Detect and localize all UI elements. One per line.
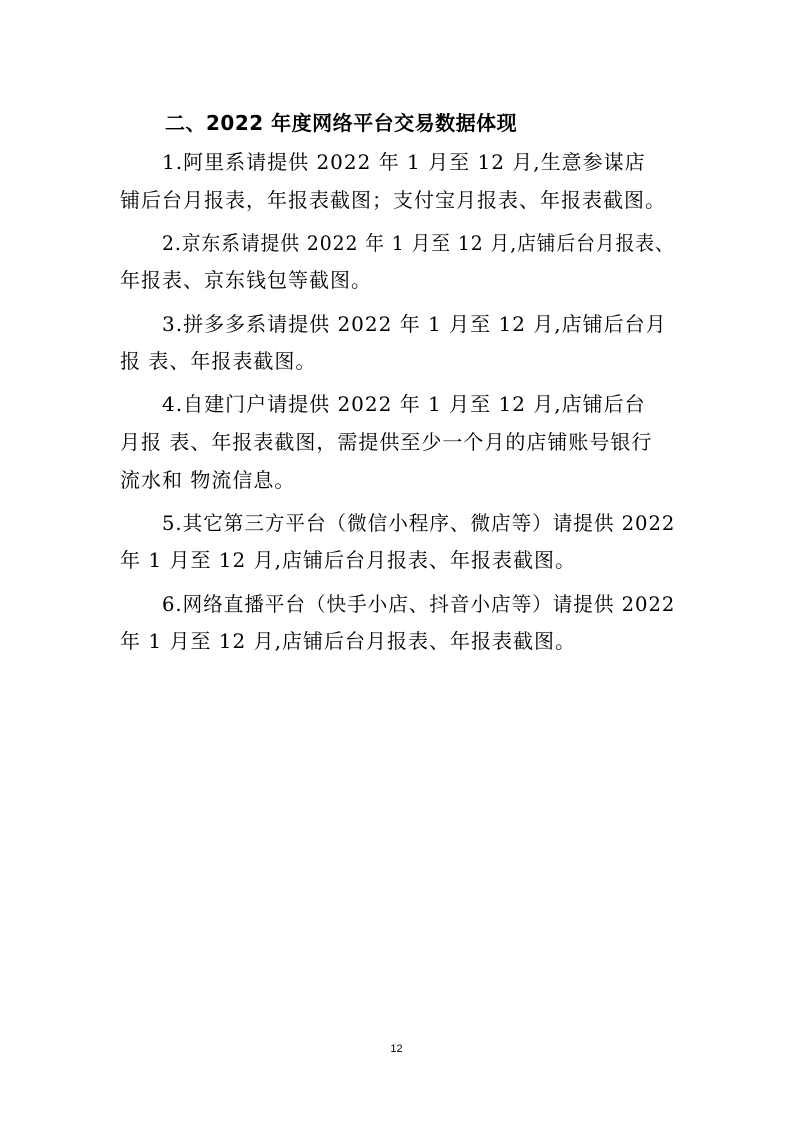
section-heading: 二、2022 年度网络平台交易数据体现 <box>165 111 518 135</box>
item-1-line-2: 铺后台月报表，年报表截图；支付宝月报表、年报表截图。 <box>120 188 666 212</box>
item-2-line-1: 2.京东系请提供 2022 年 1 月至 12 月,店铺后台月报表、 <box>162 231 675 255</box>
item-3-line-1: 3.拼多多系请提供 2022 年 1 月至 12 月,店铺后台月 <box>162 312 667 336</box>
item-6-line-1: 6.网络直播平台（快手小店、抖音小店等）请提供 2022 <box>162 592 676 616</box>
item-3-line-2: 报 表、年报表截图。 <box>120 349 317 373</box>
page-number: 12 <box>390 1043 403 1055</box>
item-5-line-1: 5.其它第三方平台（微信小程序、微店等）请提供 2022 <box>162 511 676 535</box>
item-5-line-2: 年 1 月至 12 月,店铺后台月报表、年报表截图。 <box>120 548 576 572</box>
item-4-line-2: 月报 表、年报表截图，需提供至少一个月的店铺账号银行 <box>120 430 653 454</box>
item-4-line-1: 4.自建门户请提供 2022 年 1 月至 12 月,店铺后台 <box>162 392 646 416</box>
item-4-line-3: 流水和 物流信息。 <box>120 468 296 492</box>
item-6-line-2: 年 1 月至 12 月,店铺后台月报表、年报表截图。 <box>120 629 576 653</box>
item-2-line-2: 年报表、京东钱包等截图。 <box>120 268 372 292</box>
item-1-line-1: 1.阿里系请提供 2022 年 1 月至 12 月,生意参谋店 <box>162 150 646 174</box>
